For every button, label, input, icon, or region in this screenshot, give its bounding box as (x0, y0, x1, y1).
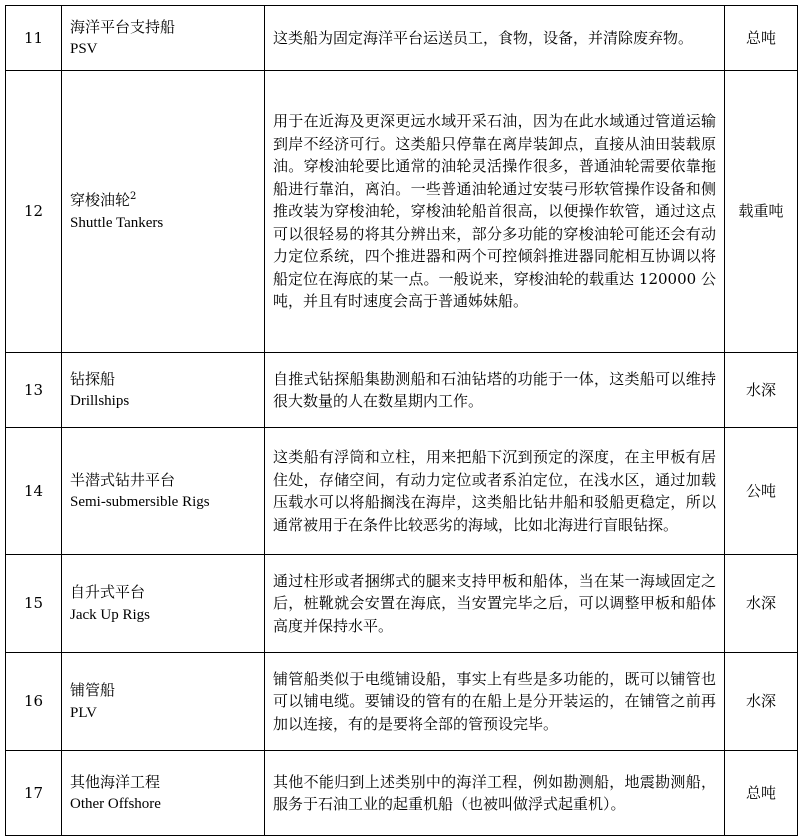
vessel-description: 用于在近海及更深更远水域开采石油，因为在此水域通过管道运输到岸不经济可行。这类船只停靠在离岸装卸点，直接从油田装载原油。穿梭油轮要比通常的油轮灵活操作很多，普通油轮需要依靠拖船进行靠泊，离泊。一些普通油轮通过安装弓形软管操作设备和侧推改装为穿梭油轮，穿梭油轮船首很高，以便操作软管，通过这点可以很轻易的将其分辨出来，部分多功能的穿梭油轮可能还会有动力定位系统，四个推进器和两个可控倾斜推进器同舵相互协调以将船定位在海底的某一点。一般说来，穿梭油轮的载重达 120000 公吨，并且有时速度会高于普通姊妹船。 (265, 71, 725, 353)
table-row (6, 428, 798, 555)
measurement-unit: 水深 (725, 653, 798, 751)
vessel-name-cn: 自升式平台 (70, 583, 146, 601)
vessel-name-cell (62, 751, 265, 836)
measurement-unit: 载重吨 (725, 71, 798, 353)
table-row (6, 555, 798, 653)
vessel-description: 这类船有浮筒和立柱，用来把船下沉到预定的深度，在主甲板有居住处，存储空间，有动力定位或者系泊定位，在浅水区，通过加载压载水可以将船搁浅在海岸，这类船比钻井船和驳船更稳定，所以通常被用于在条件比较恶劣的海域，比如北海进行盲眼钻探。 (265, 428, 725, 555)
vessel-name-cell (62, 555, 265, 653)
vessel-name-en: Drillships (70, 393, 130, 409)
table-row (6, 353, 798, 428)
footnote-marker: 2 (130, 191, 137, 202)
vessel-name-en: PLV (70, 704, 97, 721)
measurement-unit: 公吨 (725, 428, 798, 555)
vessel-name-en: Other Offshore (70, 796, 161, 812)
vessel-description: 这类船为固定海洋平台运送员工，食物，设备，并清除废弃物。 (265, 6, 725, 71)
table-row (6, 71, 798, 353)
vessel-description: 铺管船类似于电缆铺设船，事实上有些是多功能的，既可以铺管也可以铺电缆。要铺设的管有的在船上是分开装运的，在铺管之前再加以连接，有的是要将全部的管预设完毕。 (265, 653, 725, 751)
row-number: 17 (6, 751, 62, 836)
row-number: 13 (6, 353, 62, 428)
vessel-name-cell (62, 653, 265, 751)
vessel-name-cell (62, 6, 265, 71)
vessel-name-cell (62, 353, 265, 428)
vessel-name-en: Shuttle Tankers (70, 214, 164, 231)
row-number: 12 (6, 71, 62, 353)
table-row (6, 653, 798, 751)
vessel-name-en: PSV (70, 41, 98, 57)
row-number: 11 (6, 6, 62, 71)
vessel-name-cn: 穿梭油轮$^2$ (70, 191, 137, 209)
vessel-name-cn: 半潜式钻井平台 (70, 470, 176, 489)
table-row (6, 751, 798, 836)
vessel-description: 自推式钻探船集勘测船和石油钻塔的功能于一体，这类船可以维持很大数量的人在数星期内工作。 (265, 353, 725, 428)
vessel-name-cn: 其他海洋工程 (70, 772, 161, 791)
measurement-unit: 水深 (725, 353, 798, 428)
row-number: 15 (6, 555, 62, 653)
vessel-name-cell (62, 71, 265, 353)
vessel-description: 通过柱形或者捆绑式的腿来支持甲板和船体，当在某一海域固定之后，桩靴就会安置在海底，当安置完毕之后，可以调整甲板和船体高度并保持水平。 (265, 555, 725, 653)
vessel-name-cell (62, 428, 265, 555)
vessel-name-en: Jack Up Rigs (70, 606, 150, 623)
measurement-unit: 总吨 (725, 751, 798, 836)
vessel-type-table (5, 5, 798, 836)
measurement-unit: 水深 (725, 555, 798, 653)
vessel-description: 其他不能归到上述类别中的海洋工程，例如勘测船，地震勘测船，服务于石油工业的起重机船（也被叫做浮式起重机）。 (265, 751, 725, 836)
table-row (6, 6, 798, 71)
vessel-name-en: Semi-submersible Rigs (70, 494, 210, 510)
vessel-name-cn: 铺管船 (70, 681, 116, 699)
measurement-unit: 总吨 (725, 6, 798, 71)
row-number: 14 (6, 428, 62, 555)
row-number: 16 (6, 653, 62, 751)
vessel-name-cn: 钻探船 (70, 369, 116, 388)
vessel-name-cn: 海洋平台支持船 (70, 17, 176, 36)
